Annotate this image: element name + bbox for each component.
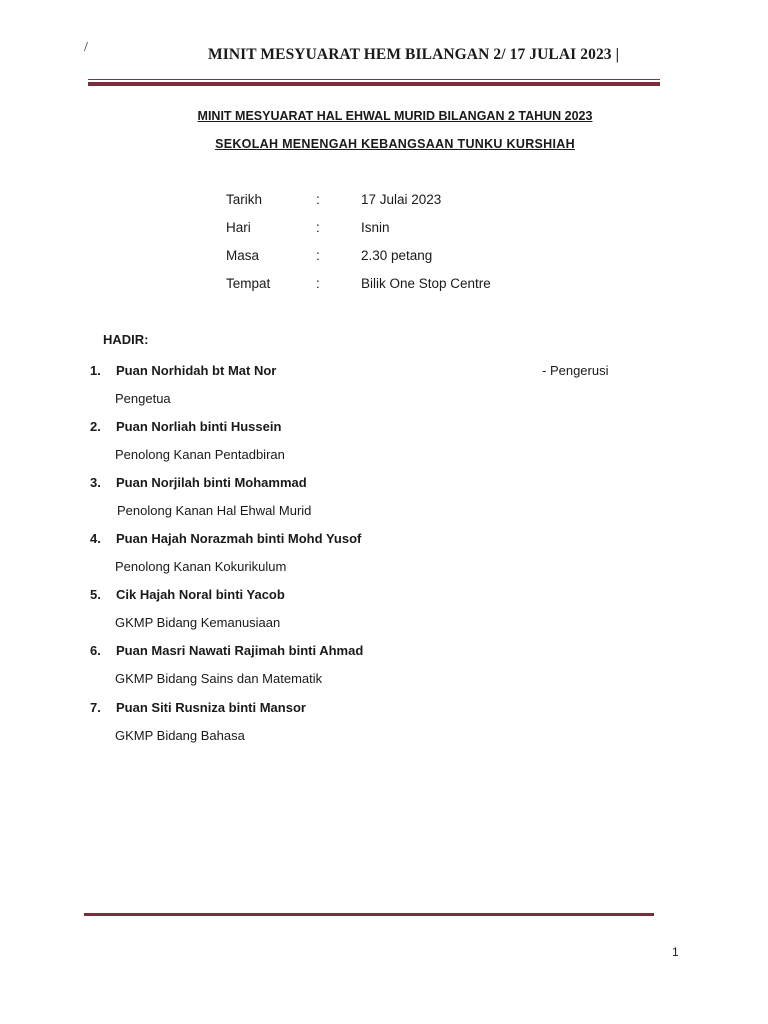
info-label: Tarikh <box>226 192 263 207</box>
page-number: 1 <box>672 945 679 959</box>
info-label: Hari <box>226 220 251 235</box>
member-position: Pengetua <box>115 391 171 406</box>
member-position: Penolong Kanan Pentadbiran <box>115 447 285 462</box>
header-title: MINIT MESYUARAT HEM BILANGAN 2/ 17 JULAI 2023 | <box>208 46 620 63</box>
info-value: 17 Julai 2023 <box>361 192 442 207</box>
member-name: Puan Norjilah binti Mohammad <box>116 475 307 490</box>
info-label: Masa <box>226 248 260 263</box>
info-separator: : <box>316 248 320 263</box>
member-position: Penolong Kanan Kokurikulum <box>115 559 287 574</box>
member-name: Puan Masri Nawati Rajimah binti Ahmad <box>116 643 364 658</box>
item-number: 5. <box>90 587 101 602</box>
header-slash: / <box>84 40 88 55</box>
document-title: MINIT MESYUARAT HAL EHWAL MURID BILANGAN 2 TAHUN 2023 <box>197 109 593 123</box>
item-number: 1. <box>90 363 101 378</box>
member-name: Puan Siti Rusniza binti Mansor <box>116 700 306 715</box>
member-name: Puan Norliah binti Hussein <box>116 419 282 434</box>
info-separator: : <box>316 276 320 291</box>
footer-divider <box>84 913 654 916</box>
school-name: SEKOLAH MENENGAH KEBANGSAAN TUNKU KURSHIAH <box>215 137 575 151</box>
info-value: Bilik One Stop Centre <box>361 276 491 291</box>
member-position: Penolong Kanan Hal Ehwal Murid <box>117 503 312 518</box>
item-number: 4. <box>90 531 101 546</box>
item-number: 3. <box>90 475 101 490</box>
header-divider-thin <box>88 79 660 80</box>
info-value: 2.30 petang <box>361 248 433 263</box>
info-separator: : <box>316 220 320 235</box>
member-name: Cik Hajah Noral binti Yacob <box>116 587 285 602</box>
member-role: - Pengerusi <box>542 363 609 378</box>
attendance-heading: HADIR: <box>103 332 149 347</box>
member-position: GKMP Bidang Sains dan Matematik <box>115 671 323 686</box>
item-number: 2. <box>90 419 101 434</box>
info-label: Tempat <box>226 276 271 291</box>
header-divider-thick <box>88 82 660 86</box>
item-number: 6. <box>90 643 101 658</box>
member-name: Puan Norhidah bt Mat Nor <box>116 363 277 378</box>
member-name: Puan Hajah Norazmah binti Mohd Yusof <box>116 531 362 546</box>
member-position: GKMP Bidang Kemanusiaan <box>115 615 281 630</box>
member-position: GKMP Bidang Bahasa <box>115 728 245 743</box>
info-value: Isnin <box>361 220 390 235</box>
info-separator: : <box>316 192 320 207</box>
item-number: 7. <box>90 700 101 715</box>
